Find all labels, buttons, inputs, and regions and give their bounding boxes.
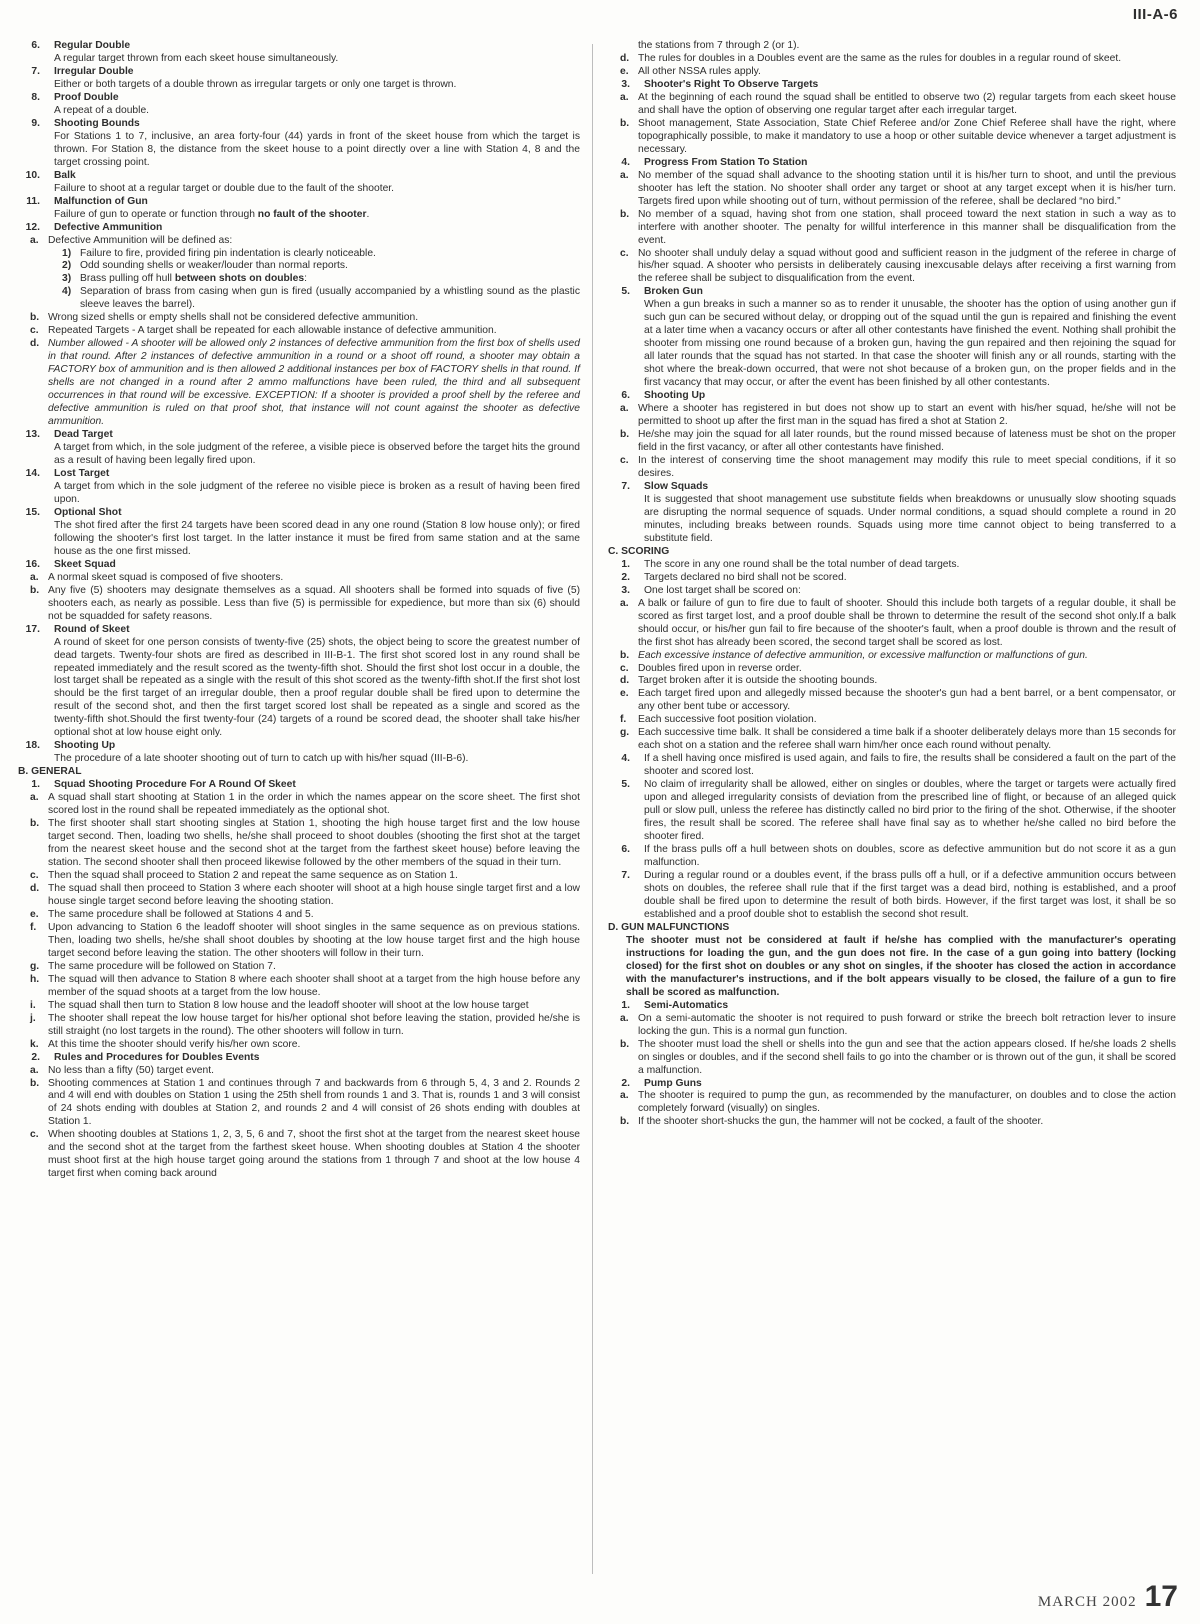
definition-item	[18, 429, 580, 468]
sub-text: Target broken after it is outside the shooting bounds.	[638, 675, 878, 687]
sub-text: Each target fired upon and allegedly missed because the shooter's gun had a bent barrel, or a bent compensator, or any other bent tube or accessory.	[638, 688, 1176, 713]
sub-text: The same procedure will be followed on Station 7.	[48, 960, 276, 972]
scoring-item-4: 4. If a shell having once misfired is used again, and fails to fire, the results shall be considered a fault on the part of the shooter and scored lost.	[621, 753, 1176, 778]
ammo-subitem	[18, 273, 580, 286]
subitem-text: Failure to fire, provided firing pin indentation is clearly noticeable.	[80, 247, 376, 259]
sub-text: The first shooter shall start shooting singles at Station 1, shooting the high house target first and the low house target second. Then, loading two shells, he/she shall proceed to shoot doubles (shooting the first shot at the target from the nearest skeet house and the second shot at the target from the farthest skeet house) before leaving the station. The second shooter shall then proceed likewise followed by the other members of the squad in their turn.	[48, 818, 580, 869]
sub-letter: b.	[620, 1116, 630, 1128]
lost-target-rule	[608, 727, 1176, 753]
definition-item	[18, 222, 580, 235]
sub-letter: e.	[620, 65, 629, 77]
pump-gun-rule	[608, 1116, 1176, 1129]
sub-text: No shooter shall unduly delay a squad without good and sufficient reason in the judgment of the referee in charge of his/her squad. A shooter who persists in deliberately causing inexcusable delays after receiving a first warning from the referee shall be subject to disqualification from the event.	[638, 247, 1176, 285]
page-number: 17	[1144, 1580, 1178, 1613]
section-heading-scoring: C. SCORING	[608, 545, 670, 557]
sub-letter: b.	[30, 818, 40, 830]
sub-text: The squad will then advance to Station 8 where each shooter shall shoot at a target from the high house before any member of the squad shoots at a target from the low house.	[48, 973, 580, 998]
scoring-item-1: 1. The score in any one round shall be the total number of dead targets.	[621, 558, 960, 570]
item-title: Dead Target	[54, 429, 113, 441]
sub-letter: d.	[620, 675, 630, 687]
general-rule-item	[608, 390, 1176, 403]
item-title: Shooting Up	[644, 390, 706, 402]
item-text: The procedure of a late shooter shooting out of turn to catch up with his/her squad (III-B-6).	[54, 753, 469, 765]
item-title: Balk	[54, 169, 76, 181]
sub-letter: d.	[620, 52, 630, 64]
sub-letter: a.	[620, 403, 629, 415]
item-title: Regular Double	[54, 40, 131, 51]
item-title: Proof Double	[54, 91, 119, 103]
squad-procedure-list	[18, 792, 580, 1051]
sub-letter: c.	[30, 1129, 39, 1141]
general-rule-sub	[608, 92, 1176, 118]
definition-item	[18, 66, 580, 92]
item-text: Failure to shoot at a regular target or double due to the fault of the shooter.	[54, 182, 395, 194]
sub-text: The rules for doubles in a Doubles event are the same as the rules for doubles in a regular round of skeet.	[638, 52, 1122, 64]
scoring-item-3: 3. One lost target shall be scored on:	[621, 584, 801, 596]
section-heading-gun-malfunctions: D. GUN MALFUNCTIONS	[608, 921, 730, 933]
lost-target-rule	[608, 663, 1176, 676]
item-title: Round of Skeet	[54, 623, 130, 635]
item-number: 15.	[25, 506, 40, 518]
sub-text: No member of the squad shall advance to the shooting station until it is his/her turn to shoot, and until the previous shooter has left the station. No shooter shall order any target or shoot at any target except when it is his/her turn. Targets fired upon while shooting out of turn, without permission of the referee, shall be declared “no bird.”	[638, 169, 1176, 207]
procedure-step	[18, 792, 580, 818]
scoring-item-5: 5. No claim of irregularity shall be allowed, either on singles or doubles, where the target or targets were actually fired upon and alleged irregularity consists of deviation from the prescribed line of flight, or because of an alleged quick pull or slow pull, unless the referee has distinctly called no bird prior to the firing of the shot. Otherwise, if the shooter fires, the result shall be scored. The referee shall have final say as to whether he/she called no bird before the shooter fired.	[621, 779, 1176, 843]
sub-text: The squad shall then proceed to Station 3 where each shooter will shoot at a high house single target first and a low house single target second before leaving the shooting station.	[48, 882, 580, 907]
sub-letter: g.	[30, 960, 40, 972]
sub-text: The shooter shall repeat the low house target for his/her optional shot before leaving the station, provided he/she is still straight (no lost targets in the round). The other shooters will follow in turn.	[48, 1012, 580, 1037]
item-number: 6.	[621, 390, 630, 402]
item-title: Progress From Station To Station	[644, 156, 808, 168]
procedure-step	[18, 883, 580, 909]
continuation-text: the stations from 7 through 2 (or 1).	[638, 40, 800, 51]
general-rule-sub	[608, 248, 1176, 287]
item-text-bold: no fault of the shooter	[257, 208, 367, 220]
general-item-1: 1. Squad Shooting Procedure For A Round Of Skeet	[31, 779, 296, 791]
scoring-item-7: 7. During a regular round or a doubles event, if the brass pulls off a hull, or if a defective ammunition occurs between shots on doubles, the referee shall rule that if the first target was a dead bird, nothing is established, and a proof double shall be fired upon to determine the result of both birds. However, if the first target was lost, it shall be so established and a proof double shot to establish the second shot result.	[621, 870, 1176, 920]
subitem-text: Brass pulling off hull	[80, 273, 175, 285]
ammo-item-c: c. Repeated Targets - A target shall be repeated for each allowable instance of defective ammunition.	[30, 325, 497, 337]
right-column	[608, 40, 1176, 1129]
sub-letter: e.	[620, 688, 629, 700]
sub-text: On a semi-automatic the shooter is not required to push forward or strike the breech bolt retraction lever to insure locking the gun. This is a normal gun function.	[638, 1012, 1176, 1037]
item-title: Slow Squads	[644, 480, 709, 492]
scoring-item-6: 6. If the brass pulls off a hull between shots on doubles, score as defective ammunition but do not score it as a gun malfunction.	[621, 844, 1176, 869]
item-title: Malfunction of Gun	[54, 195, 148, 207]
lost-target-rule	[608, 650, 1176, 663]
definition-item	[18, 196, 580, 222]
sub-letter: i.	[30, 999, 36, 1011]
procedure-step	[18, 1000, 580, 1013]
semi-auto-list	[608, 1013, 1176, 1078]
definitions-list-2	[18, 429, 580, 572]
definition-item	[18, 170, 580, 196]
general-rule-sub	[608, 118, 1176, 157]
left-column	[18, 40, 580, 1181]
sub-letter: h.	[30, 973, 40, 985]
doubles-rule	[608, 53, 1176, 66]
issue-date: MARCH 2002	[1037, 1594, 1137, 1610]
general-rule-sub	[608, 429, 1176, 455]
procedure-step	[18, 1013, 580, 1039]
general-rule-sub	[608, 455, 1176, 481]
sub-letter: c.	[30, 870, 39, 881]
item-number: 18.	[25, 740, 40, 752]
subitem-text-bold: between shots on doubles	[174, 273, 305, 285]
item-number: 9.	[31, 117, 40, 129]
sub-letter: a.	[620, 597, 629, 609]
general-rule-item	[608, 79, 1176, 92]
subitem-text: :	[304, 273, 307, 285]
item-number: 17.	[25, 623, 40, 635]
general-item-2: 2. Rules and Procedures for Doubles Events	[31, 1051, 260, 1063]
doubles-rule	[18, 1065, 580, 1078]
definition-item	[18, 118, 580, 170]
sub-text: The same procedure shall be followed at Stations 4 and 5.	[48, 908, 314, 920]
sub-text: Each excessive instance of defective ammunition, or excessive malfunction or malfunctions of gun.	[638, 649, 1088, 661]
general-rules-list	[608, 79, 1176, 546]
item-text: .	[366, 208, 370, 220]
skeet-squad-list	[18, 572, 580, 624]
sub-text: When shooting doubles at Stations 1, 2, 3, 5, 6 and 7, shoot the first shot at the target from the nearest skeet house and the second shot at the target from the farthest skeet house. When shooting doubles at Station 4 the shooter must shoot first at the high house target going around the stations from 1 through 7 and shoot at the low house 4 target first when coming back around	[48, 1129, 580, 1180]
sub-letter: f.	[620, 714, 627, 726]
doubles-rule	[608, 66, 1176, 79]
lost-target-list	[608, 598, 1176, 754]
definition-item	[18, 92, 580, 118]
item-title: Lost Target	[54, 467, 110, 479]
sub-letter: c.	[620, 455, 629, 466]
sub-letter: b.	[620, 208, 630, 220]
item-title: Shooting Bounds	[54, 117, 140, 129]
procedure-step	[18, 974, 580, 1000]
lost-target-rule	[608, 598, 1176, 650]
ammo-subitem	[18, 286, 580, 312]
item-number: 5.	[621, 286, 630, 298]
item-text: A repeat of a double.	[54, 104, 150, 116]
section-heading-general: B. GENERAL	[18, 766, 82, 778]
sub-text: If the shooter short-shucks the gun, the hammer will not be cocked, a fault of the shooter.	[638, 1116, 1044, 1128]
procedure-step	[18, 922, 580, 961]
sub-letter: a.	[620, 1012, 629, 1024]
item-title: Shooter's Right To Observe Targets	[644, 78, 819, 90]
item-text: It is suggested that shoot management use substitute fields when breakdowns or unusually slow shooting squads are disrupting the normal sequence of squads. Under normal conditions, a squad should complete a round in 20 minutes, including breaks between rounds. Squads using more time cannot object to being transferred to a substitute field.	[644, 493, 1176, 544]
doubles-rule	[18, 1129, 580, 1181]
subitem-text: Separation of brass from casing when gun is fired (usually accompanied by a whistling sound as the plastic sleeve leaves the barrel).	[80, 286, 580, 311]
item-text: A target from which, in the sole judgment of the referee, a visible piece is observed before the target hits the ground as a result of having been legally fired upon.	[54, 442, 580, 466]
definition-item	[18, 740, 580, 766]
definition-item	[18, 40, 580, 66]
sub-text: At this time the shooter should verify his/her own score.	[48, 1038, 301, 1050]
page-id: III-A-6	[1132, 6, 1178, 23]
general-rule-item	[608, 481, 1176, 546]
definition-item	[18, 468, 580, 507]
item-number: 7.	[31, 65, 40, 77]
sub-letter: a.	[620, 169, 629, 181]
lost-target-rule	[608, 688, 1176, 714]
sub-text: All other NSSA rules apply.	[638, 65, 761, 77]
ammo-item-b: b. Wrong sized shells or empty shells shall not be considered defective ammunition.	[30, 312, 419, 324]
lost-target-rule	[608, 675, 1176, 688]
item-number: 13.	[25, 429, 40, 441]
subitem-number: 3)	[62, 273, 72, 285]
item-title: Shooting Up	[54, 740, 116, 752]
sub-letter: b.	[620, 1038, 630, 1050]
sub-text: Shooting commences at Station 1 and continues through 7 and backwards from 6 through 5, 4, 3 and 2. Rounds 2 and 4 will end with doubles on Station 1 using the 25th shell from rounds 1 and 3. That is, rounds 1 and 3 will consist of 24 shots ending with doubles at Station 2, and rounds 2 and 4 will consist of 26 shots ending with doubles at Station 1.	[48, 1077, 580, 1128]
definitions-list-3	[18, 624, 580, 767]
general-rule-sub	[608, 403, 1176, 429]
item-title: Irregular Double	[54, 65, 134, 77]
sub-text: A balk or failure of gun to fire due to fault of shooter. Should this include both targets of a regular double, it shall be scored as first target lost, and a proof double shall be thrown to determine the result of the second shot only.If a balk should occur, or his/her gun fail to fire because of the shooter's fault, when a proof double is thrown and the result of the first shot has already been scored, the second target shall be scored as lost.	[638, 597, 1176, 648]
sub-text: The squad shall then turn to Station 8 low house and the leadoff shooter will shoot at the low house target	[48, 999, 529, 1011]
general-rule-item	[608, 286, 1176, 390]
page-footer	[1038, 1580, 1178, 1614]
sub-text: In the interest of conserving time the shoot management may modify this rule to meet special conditions, if it so desires.	[638, 455, 1176, 479]
sub-letter: b.	[620, 429, 630, 441]
item-number: 12.	[25, 221, 40, 233]
general-rule-item	[608, 157, 1176, 170]
sub-text: He/she may join the squad for all later rounds, but the round missed because of lateness must be shot on the proper field in the first vacancy, or after all other contestants have finished.	[638, 429, 1176, 454]
item-title: Broken Gun	[644, 286, 703, 298]
ammo-subitem	[18, 260, 580, 273]
sub-letter: d.	[30, 882, 40, 894]
item-number: 8.	[31, 91, 40, 103]
item-title: Skeet Squad	[54, 558, 116, 570]
sub-text: No less than a fifty (50) target event.	[48, 1064, 214, 1076]
sub-text: The shooter is required to pump the gun, as recommended by the manufacturer, on doubles and to close the action completely forward (visually) on singles.	[638, 1090, 1176, 1115]
sub-text: Shoot management, State Association, State Chief Referee and/or Zone Chief Referee shall have the right, where topographically possible, to make it mandatory to use a hoop or other suitable device whenever a target adjustment is necessary.	[638, 117, 1176, 155]
item-number: 4.	[621, 156, 630, 168]
ammo-sublist	[18, 248, 580, 313]
procedure-step	[18, 818, 580, 870]
subitem-number: 2)	[62, 260, 72, 272]
item-text: Failure of gun to operate or function through	[54, 208, 258, 220]
malfunction-item-1: 1. Semi-Automatics	[621, 999, 729, 1011]
doubles-rule	[18, 1078, 580, 1130]
item-number: 16.	[25, 558, 40, 570]
malfunction-intro: The shooter must not be considered at fault if he/she has complied with the manufacturer's operating instructions for loading the gun, and the gun does not fire. In the case of a gun going into battery (locking closed) for the first shot on doubles or any shot on singles, if the shooter has closed the action in accordance with the manufacturer's instructions, and if the bolt appears visually to be closed, the failure of a gun to fire shall be scored as malfunction.	[626, 934, 1176, 998]
item-number: 7.	[621, 480, 630, 492]
definition-item	[18, 624, 580, 741]
item-text: For Stations 1 to 7, inclusive, an area forty-four (44) yards in front of the skeet house from which the target is thrown. For Station 8, the distance from the skeet house to a point directly over a line with Station 4, 8 and the target crossing point.	[54, 130, 580, 168]
sub-letter: b.	[620, 117, 630, 129]
item-text: A target from which in the sole judgment of the referee no visible piece is broken as a result of having been fired upon.	[54, 480, 580, 505]
sub-letter: b.	[620, 649, 630, 661]
item-text: A round of skeet for one person consists of twenty-five (25) shots, the object being to score the greatest number of dead targets. Twenty-four shots are fired as described in III-B-1. The first shot scored lost in any round shall be repeated immediately and the result scored as the twenty-fifth shot. Should the first shot lost occur in a double, the lost target shall be repeated as a single with the result of this shot scored as the twenty-fifth shot.If the first shot lost should be the first target of an irregular double, then a proof regular double shall be fired upon to determine the result of the second shot, and then the first target scored lost shall be repeated as a single and scored as the twenty-fifth shot.Should the first twenty-four (24) targets of a round be scored dead, the shooter shall take his/her optional shot at low house eight only.	[54, 636, 580, 739]
item-number: 6.	[31, 40, 40, 51]
item-number: 11.	[26, 195, 40, 207]
subitem-number: 4)	[62, 286, 72, 298]
item-text: Either or both targets of a double thrown as irregular targets or only one target is thrown.	[54, 78, 457, 90]
sub-letter: g.	[620, 727, 630, 739]
sub-letter: a.	[30, 792, 39, 804]
sub-text: Upon advancing to Station 6 the leadoff shooter will shoot singles in the same sequence as on previous stations. Then, loading two shells, he/she shall shoot doubles by shooting at the low house target first and the high house target second before leaving the station. The other shooters will follow in their turn.	[48, 921, 580, 959]
procedure-step	[18, 961, 580, 974]
subitem-text: Odd sounding shells or weaker/louder than normal reports.	[80, 260, 348, 272]
procedure-step	[18, 909, 580, 922]
squad-item-a: a. A normal skeet squad is composed of five shooters.	[30, 571, 284, 583]
sub-letter: j.	[30, 1012, 36, 1024]
sub-letter: e.	[30, 908, 39, 920]
sub-text: Then the squad shall proceed to Station 2 and repeat the same sequence as on Station 1.	[48, 870, 458, 881]
sub-text: At the beginning of each round the squad shall be entitled to observe two (2) regular targets from each skeet house and shall have the option of observing one regular target after each irregular target.	[638, 91, 1176, 116]
semi-auto-rule	[608, 1039, 1176, 1078]
sub-text: Each successive foot position violation.	[638, 714, 817, 726]
sub-letter: a.	[620, 91, 629, 103]
sub-text: The shooter must load the shell or shells into the gun and see that the action appears closed. If he/she loads 2 shells on singles or doubles, and if the second shell fails to go into the chamber or is thrown out of the gun, it shall be scored a malfunction.	[638, 1038, 1176, 1076]
general-rule-sub	[608, 209, 1176, 248]
ammo-subitem	[18, 248, 580, 261]
ammo-item-d: d. Number allowed - A shooter will be allowed only 2 instances of defective ammunition from the first box of shells used in that round. After 2 instances of defective ammunition in a round or a shoot off round, a shooter may obtain a FACTORY box of ammunition and is then allowed 2 additional instances per box of FACTORY shells in that round. If shells are not changed in a round after 2 ammo malfunctions have been ruled, the third and all subsequent occurrences in that round will be excessive. EXCEPTION: If a shooter is provided a proof shell by the referee and defective ammunition is ruled on that proof shot, that instance will not count against the shooter as defective ammunition.	[30, 338, 580, 428]
sub-text: Where a shooter has registered in but does not show up to start an event with his/her squad, he/she will not be permitted to shoot up after the first man in the squad has fired a shot at Station 2.	[638, 403, 1176, 428]
sub-text: No member of a squad, having shot from one station, shall proceed toward the next station in such a way as to interfere with another shooter. The penalty for willful interference in this manner shall be disqualification from the event.	[638, 208, 1176, 246]
doubles-rules-continued	[608, 53, 1176, 79]
sub-text: A squad shall start shooting at Station 1 in the order in which the names appear on the score sheet. The first shot scored lost in the round shall be repeated immediately as the optional shot.	[48, 792, 580, 817]
subitem-number: 1)	[62, 247, 72, 259]
sub-letter: a.	[30, 1064, 39, 1076]
item-title: Defective Ammunition	[54, 221, 163, 233]
sub-letter: b.	[30, 1077, 40, 1089]
ammo-item-a: a. Defective Ammunition will be defined as:	[30, 234, 233, 246]
pump-gun-rule	[608, 1090, 1176, 1116]
item-number: 10.	[25, 169, 40, 181]
sub-letter: a.	[620, 1090, 629, 1102]
item-number: 3.	[621, 78, 630, 90]
definition-item	[18, 507, 580, 559]
lost-target-rule	[608, 714, 1176, 727]
sub-letter: k.	[30, 1038, 39, 1050]
item-text: When a gun breaks in such a manner so as to render it unusable, the shooter has the option of using another gun if such gun can be secured without delay, or dropping out of the squad until the gun is repaired and finishing the event at a later time when a vacancy occurs or after all other contestants have finished the event. Nothing shall prohibit the shooter from missing one round because of a broken gun, having the gun repaired and then rejoining the squad for all later rounds that the squad has not started. In that case the shooter will finish any or all rounds, starting with the shot where the break-down occurred, that were not shot because of a broken gun, on the proper fields and in the first vacancy that may occur, or after the event has been finished by all other contestants.	[644, 299, 1176, 389]
column-divider	[592, 44, 593, 1574]
sub-letter: c.	[620, 662, 629, 674]
item-text: A regular target thrown from each skeet house simultaneously.	[54, 52, 339, 64]
malfunction-item-2: 2. Pump Guns	[621, 1077, 702, 1089]
item-text: The shot fired after the first 24 targets have been scored dead in any one round (Station 8 low house only); or fired following the shooter's first lost target. In the latter instance it must be fired from same station and at the same house as the one first missed.	[54, 519, 580, 557]
item-number: 14.	[25, 467, 40, 479]
sub-text: Each successive time balk. It shall be considered a time balk if a shooter deliberately delays more than 15 seconds for each shot on a station and the referee shall warn him/her once each round without penalty.	[638, 727, 1177, 752]
sub-letter: f.	[30, 921, 37, 933]
sub-letter: c.	[620, 247, 629, 259]
semi-auto-rule	[608, 1013, 1176, 1039]
defective-ammo-list	[18, 235, 580, 430]
sub-text: Doubles fired upon in reverse order.	[638, 662, 802, 674]
procedure-step	[18, 870, 580, 883]
doubles-rules-list	[18, 1065, 580, 1182]
pump-gun-list	[608, 1090, 1176, 1129]
procedure-step	[18, 1039, 580, 1052]
item-title: Optional Shot	[54, 506, 122, 518]
definitions-list	[18, 40, 580, 235]
definition-item	[18, 559, 580, 572]
squad-item-b: b. Any five (5) shooters may designate themselves as a squad. All shooters shall be formed into squads of five (5) shooters each, as nearly as possible. Less than five (5) is permissible for expedience, but more than six (6) should not be squadded for safety reasons.	[30, 584, 580, 622]
scoring-item-2: 2. Targets declared no bird shall not be scored.	[621, 571, 847, 583]
general-rule-sub	[608, 170, 1176, 209]
